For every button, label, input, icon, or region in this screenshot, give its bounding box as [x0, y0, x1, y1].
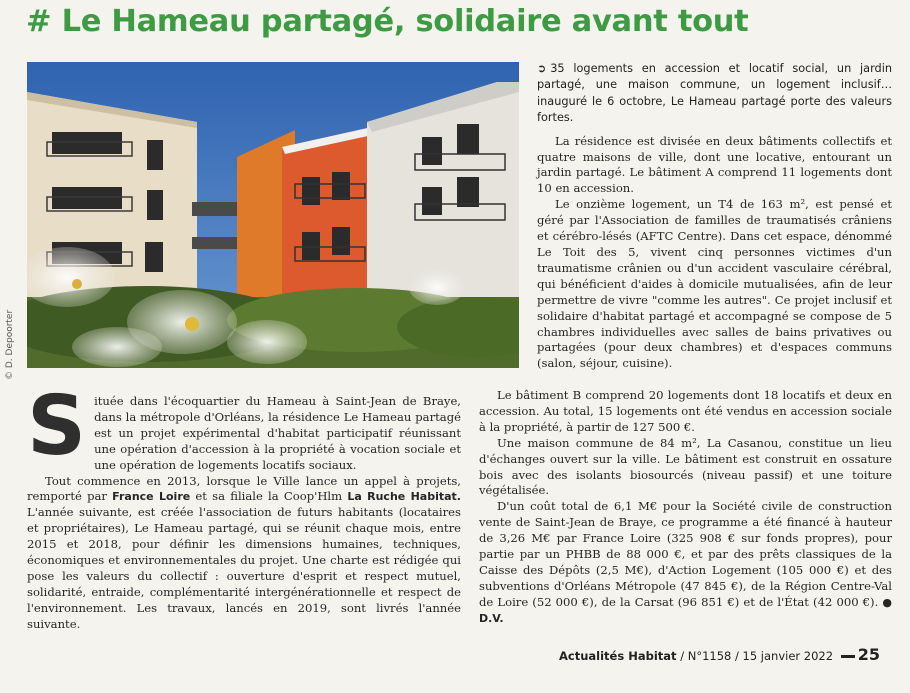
page-number: 25: [857, 645, 880, 664]
paragraph: Le onzième logement, un T4 de 163 m², est pensé et géré par l'Association de familles de traumatisés crâniens et cérébro-lésés (AFTC Centre). Dans cet espace, dénommé Le Toit des 5, vivent cinq personnes victimes d'un traumatisme crânien ou d'un accident vasculaire cérébral, qui bénéficient d'aides à domicile mutualisées, afin de leur permettre de vivre "comme les autres". Ce projet inclusif et solidaire d'habitat partagé et accompagné se compose de 5 chambres individuelles avec salles de bains privatives ou partagées (pour deux chambres) et d'espaces communs (salon, séjour, cuisine).: [537, 197, 892, 371]
org-name: France Loire: [112, 490, 191, 504]
paragraph: Tout commence en 2013, lorsque le Ville lance un appel à projets, remporté par France Loire et sa filiale la Coop'Hlm La Ruche Habitat. L'année suivante, est créée l'association de futurs habitants (locataires et propriétaires), Le Hameau partagé, qui se réunit chaque mois, entre 2015 et 2018, pour définir les dimensions humaines, techniques, économiques et environnementales du projet. Une charte est rédigée qui pose les valeurs du collectif : ouverture d'esprit et respect mutuel, solidarité, entraide, complémentarité intergénérationnelle et respect de l'environnement. Les travaux, lancés en 2019, sont livrés l'année suivante.: [27, 473, 461, 631]
left-column: [27, 379, 461, 633]
org-name: La Ruche Habitat.: [347, 490, 461, 504]
paragraph: Une maison commune de 84 m², La Casanou, constitue un lieu d'échanges ouvert sur la ville. Le bâtiment est construit en ossature bois avec des isolants biosourcés (niveau passif) et une toiture végétalisée.: [479, 435, 892, 498]
page-footer: [559, 645, 880, 664]
right-lower-column: [479, 388, 892, 627]
paragraph: Le bâtiment B comprend 20 logements dont 18 locatifs et deux en accession. Au total, 15 logements ont été vendus en accession sociale à la propriété, à partir de 127 500 €.: [479, 388, 892, 434]
issue-info: / N°1158 / 15 janvier 2022: [680, 649, 834, 663]
paragraph: D'un coût total de 6,1 M€ pour la Société civile de construction vente de Saint-Jean de Braye, ce programme a été financé à hauteur de 3,26 M€ par France Loire (325 908 € sur fonds propres), pour partie par un PHBB de 88 000 €, et par des prêts classiques de la Caisse des Dépôts (2,5 M€), d'Action Logement (105 000 €) et des subventions d'Orléans Métropole (47 845 €), de la Région Centre-Val de Loire (52 000 €), de la Carsat (96 851 €) et de l'État (42 000 €). ● D.V.: [479, 499, 893, 625]
building-photo: [27, 62, 519, 368]
photo-credit: © D. Depoorter: [5, 309, 15, 380]
right-column: [537, 61, 892, 372]
lead-paragraph: ➲ 35 logements en accession et locatif social, un jardin partagé, une maison commune, un logement inclusif… inauguré le 6 octobre, Le Hameau partagé porte des valeurs fortes.: [537, 62, 892, 125]
paragraph: La résidence est divisée en deux bâtiments collectifs et quatre maisons de ville, dont une locative, entourant un jardin partagé. Le bâtiment A comprend 11 logements dont 10 en accession.: [537, 133, 892, 196]
residence-photo-illustration: [27, 62, 519, 368]
footer-rule: [841, 655, 855, 658]
arrow-icon: ➲: [537, 62, 547, 75]
publication-name: Actualités Habitat: [559, 649, 677, 663]
drop-cap: S: [27, 379, 87, 474]
author-signature: ● D.V.: [479, 595, 893, 625]
intro-paragraph: Située dans l'écoquartier du Hameau à Saint-Jean de Braye, dans la métropole d'Orléans, la résidence Le Hameau partagé est un projet expérimental d'habitat participatif réunissant une opération d'accession à la propriété à vocation sociale et une opération de logements locatifs sociaux.: [27, 379, 461, 474]
article-title: # Le Hameau partagé, solidaire avant tout: [26, 4, 749, 39]
